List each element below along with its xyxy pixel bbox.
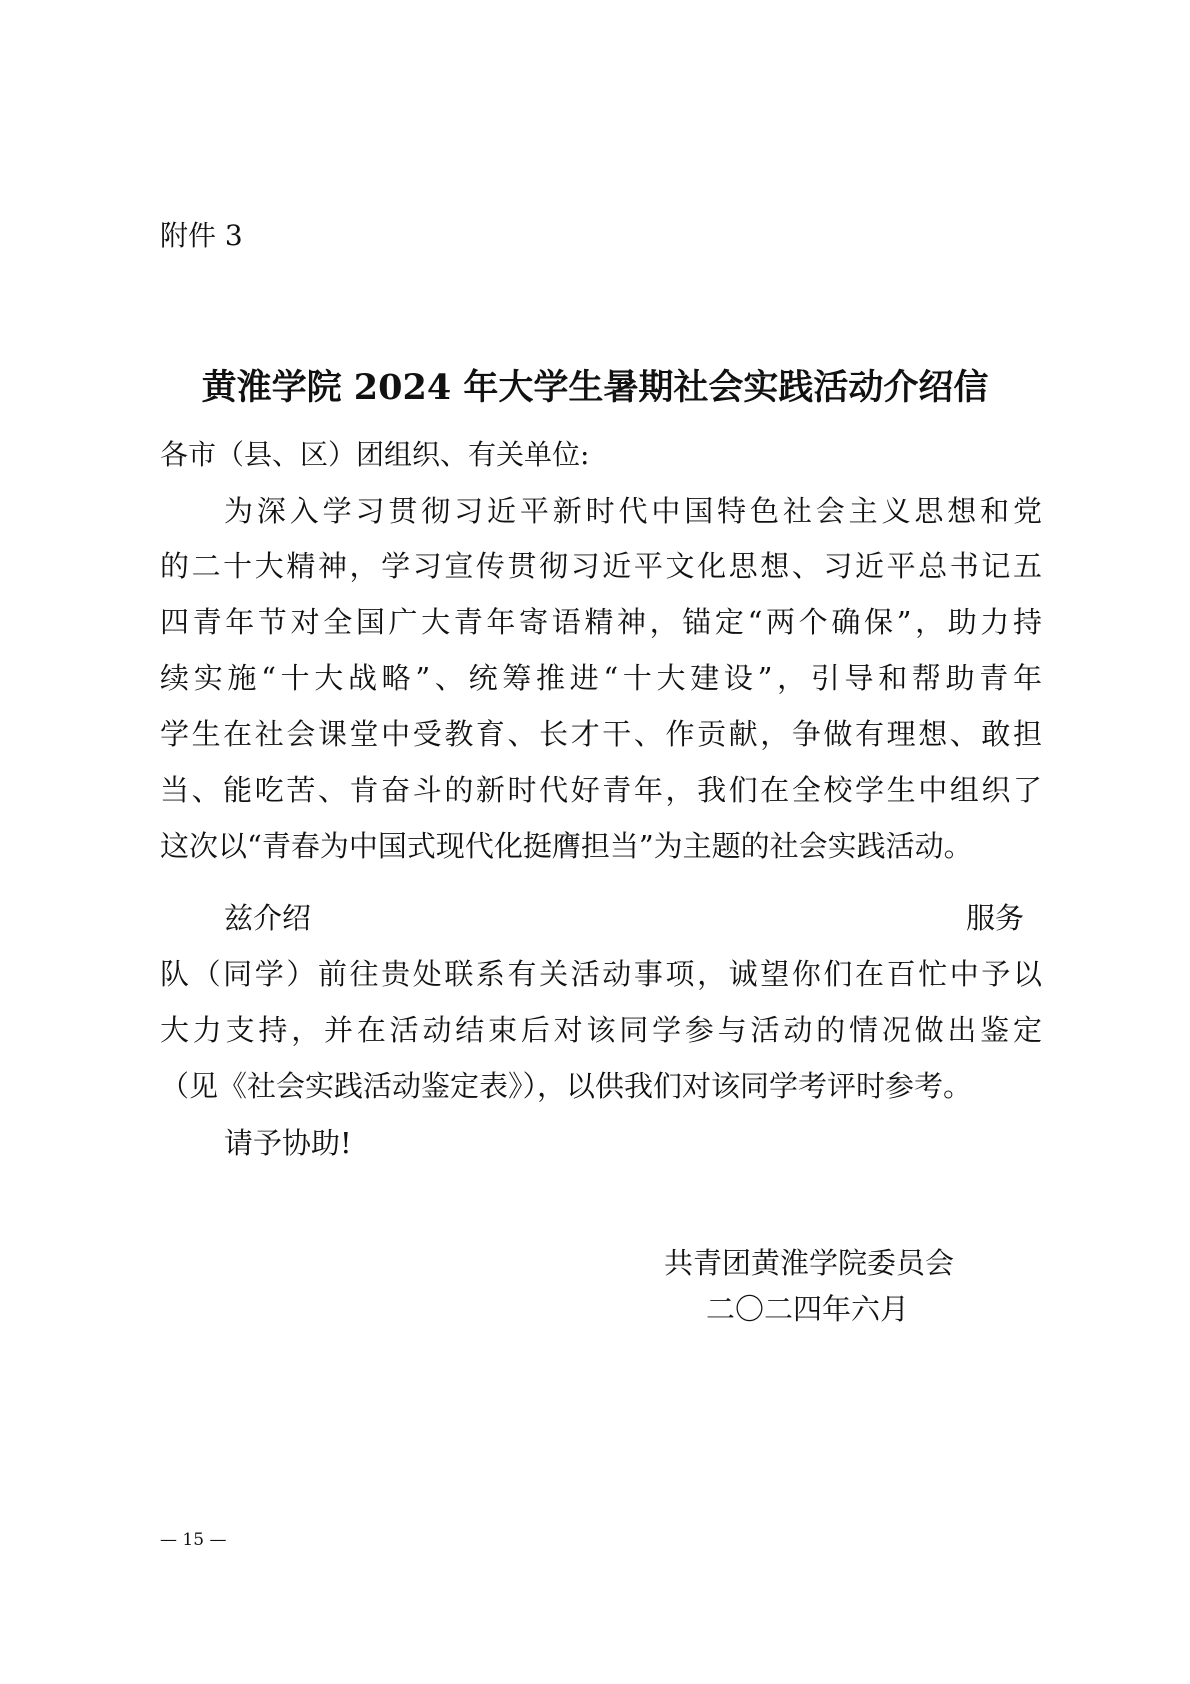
paragraph-line: 大力支持，并在活动结束后对该同学参与活动的情况做出鉴定 bbox=[160, 1013, 1042, 1047]
paragraph-line: 续实施“十大战略”、统筹推进“十大建设”，引导和帮助青年 bbox=[160, 661, 1042, 695]
attachment-label: 附件 3 bbox=[160, 219, 243, 252]
paragraph-line: 学生在社会课堂中受教育、长才干、作贡献，争做有理想、敢担 bbox=[160, 717, 1042, 751]
page-number: — 15 — bbox=[160, 1530, 227, 1550]
service-label: 服务 bbox=[966, 901, 1025, 935]
closing-line: 请予协助! bbox=[224, 1126, 352, 1160]
paragraph-line: （见《社会实践活动鉴定表》），以供我们对该同学考评时参考。 bbox=[160, 1069, 973, 1103]
paragraph-line: 为深入学习贯彻习近平新时代中国特色社会主义思想和党 bbox=[224, 494, 1042, 528]
paragraph-line: 的二十大精神，学习宣传贯彻习近平文化思想、习近平总书记五 bbox=[160, 549, 1042, 583]
salutation: 各市（县、区）团组织、有关单位: bbox=[160, 438, 590, 471]
document-title: 黄淮学院 2024 年大学生暑期社会实践活动介绍信 bbox=[201, 367, 989, 408]
paragraph-line: 当、能吃苦、肯奋斗的新时代好青年，我们在全校学生中组织了 bbox=[160, 773, 1042, 807]
paragraph-line: 队（同学）前往贵处联系有关活动事项，诚望你们在百忙中予以 bbox=[160, 957, 1042, 991]
signature-date: 二〇二四年六月 bbox=[706, 1292, 910, 1326]
introduction-text: 兹介绍 bbox=[224, 901, 312, 935]
paragraph-line: 四青年节对全国广大青年寄语精神，锚定“两个确保”，助力持 bbox=[160, 605, 1042, 639]
signer-name: 共青团黄淮学院委员会 bbox=[664, 1246, 955, 1280]
paragraph-line: 这次以“青春为中国式现代化挺膺担当”为主题的社会实践活动。 bbox=[160, 829, 973, 863]
